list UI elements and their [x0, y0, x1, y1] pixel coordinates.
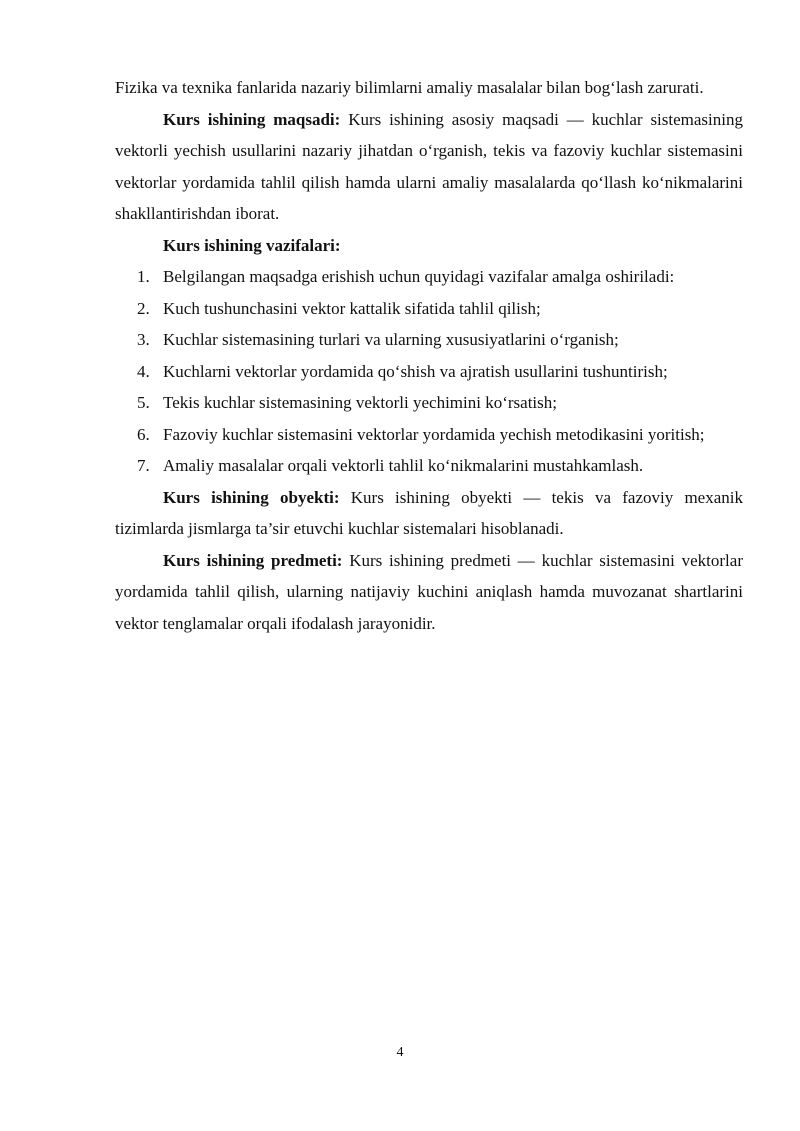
- goal-heading: Kurs ishining maqsadi:: [163, 109, 341, 129]
- intro-paragraph: Fizika va texnika fanlarida nazariy bilimlarni amaliy masalalar bilan bog‘lash zarurati.: [115, 78, 704, 97]
- list-item-number: 5.: [137, 393, 150, 412]
- list-item-number: 2.: [137, 298, 150, 318]
- object-text: Kurs ishining obyekti — tekis va fazoviy mexanik tizimlarda jismlarga ta’sir etuvchi kuchlar sistemalari hisoblanadi.: [115, 487, 743, 538]
- page-number: 4: [396, 1045, 404, 1060]
- list-item: [115, 450, 743, 482]
- list-item-text: Kuch tushunchasini vektor kattalik sifatida tahlil qilish;: [163, 298, 541, 318]
- tasks-heading: Kurs ishining vazifalari:: [163, 235, 341, 255]
- object-paragraph: [115, 482, 743, 545]
- tasks-list: [115, 261, 743, 482]
- list-item: [115, 324, 743, 356]
- goal-paragraph: [115, 104, 743, 230]
- list-item-text: Tekis kuchlar sistemasining vektorli yechimini ko‘rsatish;: [163, 393, 557, 412]
- tasks-heading-paragraph: [115, 230, 743, 262]
- list-item-text: Belgilangan maqsadga erishish uchun quyidagi vazifalar amalga oshiriladi:: [163, 267, 675, 286]
- list-item: [115, 387, 743, 419]
- subject-heading: Kurs ishining predmeti:: [163, 550, 343, 570]
- subject-paragraph: [115, 545, 743, 640]
- list-item: [115, 356, 743, 388]
- list-item: [115, 419, 743, 451]
- list-item: [115, 261, 743, 293]
- list-item-text: Kuchlar sistemasining turlari va ularning xususiyatlarini o‘rganish;: [163, 330, 619, 349]
- goal-text: Kurs ishining asosiy maqsadi — kuchlar sistemasining vektorli yechish usullarini nazariy jihatdan o‘rganish, tekis va fazoviy kuchlar sistemasini vektorlar yordamida tahlil qilish hamda ularni amaliy masalalarda qo‘llash ko‘nikmalarini shakllantirishdan iborat.: [115, 109, 743, 223]
- subject-text: Kurs ishining predmeti — kuchlar sistemasini vektorlar yordamida tahlil qilish, ularning natijaviy kuchini aniqlash hamda muvozanat shartlarini vektor tenglamalar orqali ifodalash jarayonidir.: [115, 550, 743, 633]
- list-item-number: 6.: [137, 424, 150, 444]
- list-item-text: Kuchlarni vektorlar yordamida qo‘shish va ajratish usullarini tushuntirish;: [163, 361, 668, 381]
- list-item-number: 4.: [137, 361, 150, 381]
- list-item: [115, 293, 743, 325]
- list-item-text: Fazoviy kuchlar sistemasini vektorlar yordamida yechish metodikasini yoritish;: [163, 424, 705, 444]
- list-item-number: 1.: [137, 267, 150, 286]
- list-item-number: 7.: [137, 456, 150, 475]
- object-heading: Kurs ishining obyekti:: [163, 487, 340, 507]
- list-item-number: 3.: [137, 330, 150, 349]
- page-content: [115, 72, 743, 639]
- list-item-text: Amaliy masalalar orqali vektorli tahlil ko‘nikmalarini mustahkamlash.: [163, 456, 644, 475]
